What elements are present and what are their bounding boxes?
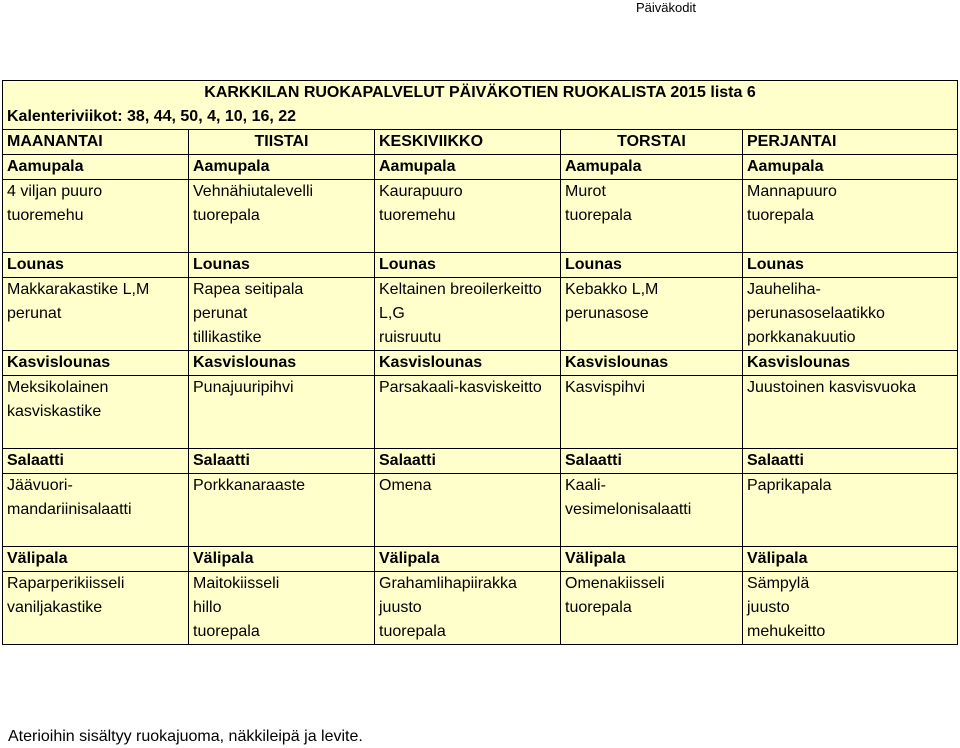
menu-cell	[3, 522, 189, 547]
section-label: Aamupala	[561, 155, 743, 180]
menu-cell	[743, 424, 958, 449]
section-label: Aamupala	[189, 155, 375, 180]
section-label: Salaatti	[743, 449, 958, 474]
menu-cell: perunasoselaatikko	[743, 302, 958, 326]
menu-cell: Vehnähiutalevelli	[189, 180, 375, 205]
section-label: Kasvislounas	[561, 351, 743, 376]
section-label: Välipala	[561, 547, 743, 572]
menu-cell: tuorepala	[375, 620, 561, 645]
menu-cell: Rapea seitipala	[189, 278, 375, 303]
menu-cell: tuorepala	[743, 204, 958, 228]
menu-row	[3, 424, 958, 449]
menu-cell	[189, 498, 375, 522]
menu-row	[3, 498, 958, 522]
section-label: Kasvislounas	[743, 351, 958, 376]
section-header-row	[3, 155, 958, 180]
menu-cell: Maitokiisseli	[189, 572, 375, 597]
section-label: Lounas	[561, 253, 743, 278]
section-label: Välipala	[189, 547, 375, 572]
menu-row	[3, 376, 958, 401]
menu-cell: Porkkanaraaste	[189, 474, 375, 499]
section-label: Lounas	[743, 253, 958, 278]
section-label: Kasvislounas	[3, 351, 189, 376]
section-label: Välipala	[743, 547, 958, 572]
menu-cell: vesimelonisalaatti	[561, 498, 743, 522]
day-monday: MAANANTAI	[3, 130, 189, 155]
menu-cell	[375, 522, 561, 547]
section-label: Lounas	[3, 253, 189, 278]
section-label: Välipala	[375, 547, 561, 572]
menu-cell: juusto	[743, 596, 958, 620]
section-label: Salaatti	[375, 449, 561, 474]
section-label: Salaatti	[3, 449, 189, 474]
menu-cell	[375, 498, 561, 522]
section-label: Välipala	[3, 547, 189, 572]
menu-cell: Grahamlihapiirakka	[375, 572, 561, 597]
menu-cell: juusto	[375, 596, 561, 620]
menu-cell: perunat	[189, 302, 375, 326]
section-label: Salaatti	[189, 449, 375, 474]
section-label: Aamupala	[3, 155, 189, 180]
day-thursday: TORSTAI	[561, 130, 743, 155]
menu-cell	[561, 228, 743, 253]
day-wednesday: KESKIVIIKKO	[375, 130, 561, 155]
menu-cell	[743, 228, 958, 253]
footnote: Aterioihin sisältyy ruokajuoma, näkkileipä ja levite.	[8, 728, 363, 745]
menu-cell: Makkarakastike L,M	[3, 278, 189, 303]
menu-title: KARKKILAN RUOKAPALVELUT PÄIVÄKOTIEN RUOKALISTA 2015 lista 6	[3, 81, 958, 106]
menu-cell: Punajuuripihvi	[189, 376, 375, 401]
menu-cell: Mannapuuro	[743, 180, 958, 205]
menu-cell: porkkanakuutio	[743, 326, 958, 351]
menu-cell	[375, 228, 561, 253]
menu-cell: tuorepala	[561, 596, 743, 620]
menu-cell: Kasvispihvi	[561, 376, 743, 401]
menu-cell: kasviskastike	[3, 400, 189, 424]
calendar-weeks: Kalenteriviikot: 38, 44, 50, 4, 10, 16, 22	[3, 105, 958, 130]
menu-cell	[743, 522, 958, 547]
section-label: Aamupala	[375, 155, 561, 180]
menu-cell	[3, 424, 189, 449]
menu-row	[3, 180, 958, 205]
menu-cell: ruisruutu	[375, 326, 561, 351]
menu-cell	[189, 424, 375, 449]
menu-cell	[561, 400, 743, 424]
menu-cell	[3, 228, 189, 253]
page-header: Päiväkodit	[636, 0, 696, 15]
menu-row	[3, 204, 958, 228]
menu-cell: hillo	[189, 596, 375, 620]
section-label: Lounas	[189, 253, 375, 278]
section-label: Kasvislounas	[375, 351, 561, 376]
menu-cell	[189, 228, 375, 253]
menu-cell: Juustoinen kasvisvuoka	[743, 376, 958, 401]
menu-cell: Omena	[375, 474, 561, 499]
menu-table	[2, 80, 958, 645]
menu-cell: Parsakaali-kasviskeitto	[375, 376, 561, 401]
menu-row	[3, 474, 958, 499]
section-header-row	[3, 547, 958, 572]
section-header-row	[3, 449, 958, 474]
section-label: Aamupala	[743, 155, 958, 180]
menu-row	[3, 302, 958, 326]
menu-row	[3, 326, 958, 351]
menu-cell: mandariinisalaatti	[3, 498, 189, 522]
section-header-row	[3, 351, 958, 376]
menu-cell: Omenakiisseli	[561, 572, 743, 597]
section-header-row	[3, 253, 958, 278]
menu-cell: tuoremehu	[3, 204, 189, 228]
day-tuesday: TIISTAI	[189, 130, 375, 155]
menu-cell: Raparperikiisseli	[3, 572, 189, 597]
menu-cell: vaniljakastike	[3, 596, 189, 620]
menu-cell: 4 viljan puuro	[3, 180, 189, 205]
menu-cell: Meksikolainen	[3, 376, 189, 401]
menu-cell	[743, 400, 958, 424]
section-label: Kasvislounas	[189, 351, 375, 376]
menu-row	[3, 572, 958, 597]
menu-cell	[3, 620, 189, 645]
menu-row	[3, 596, 958, 620]
menu-cell: Keltainen breoilerkeitto	[375, 278, 561, 303]
menu-cell: Kebakko L,M	[561, 278, 743, 303]
menu-cell	[3, 326, 189, 351]
menu-row	[3, 278, 958, 303]
menu-row	[3, 400, 958, 424]
menu-cell	[189, 400, 375, 424]
menu-row	[3, 522, 958, 547]
days-row	[3, 130, 958, 155]
menu-cell: perunat	[3, 302, 189, 326]
menu-cell	[375, 400, 561, 424]
menu-cell	[189, 522, 375, 547]
menu-row	[3, 228, 958, 253]
menu-cell	[561, 424, 743, 449]
menu-cell: tuorepala	[189, 204, 375, 228]
menu-cell: tillikastike	[189, 326, 375, 351]
menu-cell: perunasose	[561, 302, 743, 326]
menu-row	[3, 620, 958, 645]
menu-cell: tuorepala	[561, 204, 743, 228]
menu-cell: Kaali-	[561, 474, 743, 499]
menu-cell: tuorepala	[189, 620, 375, 645]
menu-cell	[561, 326, 743, 351]
menu-cell: Sämpylä	[743, 572, 958, 597]
menu-cell: Kaurapuuro	[375, 180, 561, 205]
menu-cell: mehukeitto	[743, 620, 958, 645]
section-label: Lounas	[375, 253, 561, 278]
menu-cell: Jäävuori-	[3, 474, 189, 499]
menu-cell: L,G	[375, 302, 561, 326]
menu-cell	[743, 498, 958, 522]
menu-cell: Murot	[561, 180, 743, 205]
section-label: Salaatti	[561, 449, 743, 474]
menu-cell	[375, 424, 561, 449]
menu-cell: Paprikapala	[743, 474, 958, 499]
menu-cell	[561, 620, 743, 645]
menu-cell	[561, 522, 743, 547]
day-friday: PERJANTAI	[743, 130, 958, 155]
menu-cell: tuoremehu	[375, 204, 561, 228]
menu-cell: Jauheliha-	[743, 278, 958, 303]
